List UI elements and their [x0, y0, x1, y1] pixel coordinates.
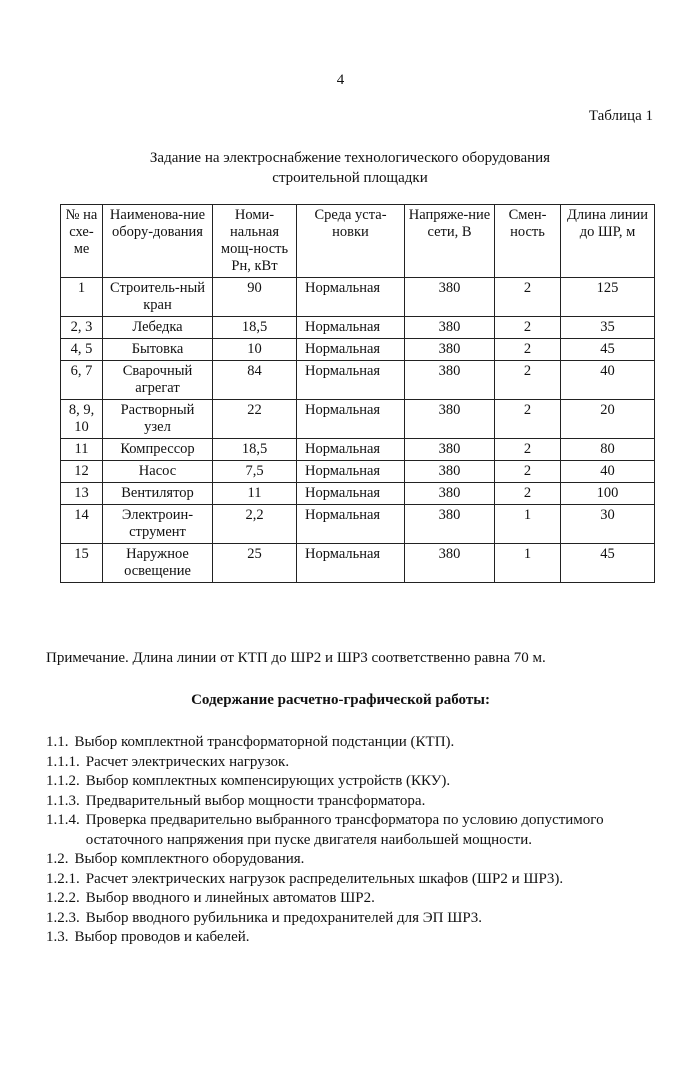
table-note: Примечание. Длина линии от КТП до ШР2 и ШР3 соответственно равна 70 м.	[46, 650, 546, 666]
contents-item-text: Проверка предварительно выбранного трансформатора по условию допустимого остаточного напряжения при пуске двигателя наибольшей мощности.	[85, 812, 604, 848]
cell-rated-power: 90	[213, 278, 297, 317]
cell-scheme-number: 13	[61, 483, 103, 505]
cell-line-length: 30	[561, 505, 655, 544]
cell-environment: Нормальная	[297, 317, 405, 339]
cell-equipment-name: Лебедка	[103, 317, 213, 339]
table-row	[61, 400, 655, 439]
table-row	[61, 505, 655, 544]
table-row	[61, 317, 655, 339]
contents-item-text: Выбор комплектных компенсирующих устройств (ККУ).	[85, 773, 451, 789]
cell-equipment-name: Компрессор	[103, 439, 213, 461]
cell-shifts: 1	[495, 544, 561, 583]
contents-item	[46, 850, 646, 870]
cell-shifts: 2	[495, 439, 561, 461]
cell-shifts: 2	[495, 400, 561, 439]
equipment-table	[60, 204, 655, 583]
contents-item	[46, 909, 646, 929]
cell-shifts: 2	[495, 339, 561, 361]
header-shifts: Смен-ность	[495, 205, 561, 278]
cell-rated-power: 18,5	[213, 317, 297, 339]
cell-rated-power: 11	[213, 483, 297, 505]
cell-voltage: 380	[405, 483, 495, 505]
contents-item-number: 1.1.4.	[46, 812, 80, 828]
cell-line-length: 45	[561, 339, 655, 361]
cell-line-length: 40	[561, 361, 655, 400]
contents-item	[46, 733, 646, 753]
cell-voltage: 380	[405, 439, 495, 461]
header-scheme-number: № на схе-ме	[61, 205, 103, 278]
cell-voltage: 380	[405, 339, 495, 361]
cell-line-length: 40	[561, 461, 655, 483]
contents-item	[46, 928, 646, 948]
header-environment: Среда уста-новки	[297, 205, 405, 278]
cell-line-length: 20	[561, 400, 655, 439]
cell-scheme-number: 2, 3	[61, 317, 103, 339]
cell-scheme-number: 1	[61, 278, 103, 317]
table-row	[61, 439, 655, 461]
cell-scheme-number: 15	[61, 544, 103, 583]
contents-item	[46, 889, 646, 909]
contents-item-number: 1.1.	[46, 734, 69, 750]
contents-item-text: Выбор комплектного оборудования.	[74, 851, 305, 867]
cell-environment: Нормальная	[297, 483, 405, 505]
cell-shifts: 2	[495, 317, 561, 339]
cell-equipment-name: Наружное освещение	[103, 544, 213, 583]
cell-rated-power: 7,5	[213, 461, 297, 483]
cell-environment: Нормальная	[297, 439, 405, 461]
cell-scheme-number: 4, 5	[61, 339, 103, 361]
contents-item-number: 1.3.	[46, 929, 69, 945]
cell-voltage: 380	[405, 400, 495, 439]
page-number: 4	[336, 72, 345, 88]
contents-item-number: 1.2.1.	[46, 870, 80, 887]
cell-environment: Нормальная	[297, 361, 405, 400]
contents-item-number: 1.1.1.	[46, 753, 80, 770]
contents-item-number: 1.1.3.	[46, 792, 80, 809]
contents-item	[46, 753, 646, 773]
cell-voltage: 380	[405, 461, 495, 483]
contents-item-text: Предварительный выбор мощности трансформатора.	[85, 792, 426, 809]
contents-title: Содержание расчетно-графической работы:	[191, 692, 490, 708]
table-row	[61, 278, 655, 317]
cell-scheme-number: 6, 7	[61, 361, 103, 400]
contents-item-text: Выбор комплектной трансформаторной подстанции (КТП).	[74, 734, 455, 750]
cell-rated-power: 22	[213, 400, 297, 439]
cell-equipment-name: Вентилятор	[103, 483, 213, 505]
contents-item-text: Выбор вводного и линейных автоматов ШР2.	[85, 890, 375, 906]
table-title-line-2: строительной площадки	[272, 170, 428, 186]
cell-voltage: 380	[405, 544, 495, 583]
table-row	[61, 339, 655, 361]
cell-shifts: 2	[495, 278, 561, 317]
cell-scheme-number: 12	[61, 461, 103, 483]
cell-environment: Нормальная	[297, 339, 405, 361]
table-row	[61, 544, 655, 583]
table-row	[61, 361, 655, 400]
contents-item	[46, 870, 646, 890]
contents-item-number: 1.2.	[46, 851, 69, 867]
contents-item-number: 1.2.2.	[46, 890, 80, 906]
cell-equipment-name: Растворный узел	[103, 400, 213, 439]
contents-item-text: Выбор вводного рубильника и предохранителей для ЭП ШР3.	[85, 909, 482, 926]
header-rated-power: Номи-нальная мощ-ность Pн, кВт	[213, 205, 297, 278]
cell-scheme-number: 14	[61, 505, 103, 544]
contents-item-number: 1.1.2.	[46, 773, 80, 789]
cell-equipment-name: Строитель-ный кран	[103, 278, 213, 317]
contents-list	[46, 733, 646, 948]
cell-voltage: 380	[405, 505, 495, 544]
cell-environment: Нормальная	[297, 544, 405, 583]
cell-line-length: 35	[561, 317, 655, 339]
cell-equipment-name: Сварочный агрегат	[103, 361, 213, 400]
table-header-row	[61, 205, 655, 278]
cell-shifts: 1	[495, 505, 561, 544]
cell-scheme-number: 11	[61, 439, 103, 461]
contents-item-text: Выбор проводов и кабелей.	[74, 929, 250, 945]
cell-environment: Нормальная	[297, 461, 405, 483]
cell-environment: Нормальная	[297, 400, 405, 439]
cell-voltage: 380	[405, 278, 495, 317]
cell-line-length: 80	[561, 439, 655, 461]
cell-equipment-name: Бытовка	[103, 339, 213, 361]
table-row	[61, 461, 655, 483]
cell-shifts: 2	[495, 361, 561, 400]
table-label: Таблица 1	[588, 108, 653, 124]
cell-rated-power: 84	[213, 361, 297, 400]
cell-voltage: 380	[405, 317, 495, 339]
cell-rated-power: 18,5	[213, 439, 297, 461]
cell-line-length: 100	[561, 483, 655, 505]
contents-item-number: 1.2.3.	[46, 909, 80, 926]
cell-environment: Нормальная	[297, 278, 405, 317]
cell-environment: Нормальная	[297, 505, 405, 544]
cell-shifts: 2	[495, 483, 561, 505]
table-title	[60, 148, 640, 188]
cell-equipment-name: Электроин-струмент	[103, 505, 213, 544]
contents-item-text: Расчет электрических нагрузок распределительных шкафов (ШР2 и ШР3).	[85, 870, 564, 887]
cell-equipment-name: Насос	[103, 461, 213, 483]
cell-shifts: 2	[495, 461, 561, 483]
cell-scheme-number: 8, 9, 10	[61, 400, 103, 439]
cell-line-length: 125	[561, 278, 655, 317]
header-equipment-name: Наименова-ние обору-дования	[103, 205, 213, 278]
contents-item-text: Расчет электрических нагрузок.	[85, 753, 290, 770]
cell-rated-power: 10	[213, 339, 297, 361]
cell-line-length: 45	[561, 544, 655, 583]
header-voltage: Напряже-ние сети, В	[405, 205, 495, 278]
cell-rated-power: 25	[213, 544, 297, 583]
table-title-line-1: Задание на электроснабжение технологического оборудования	[149, 150, 551, 166]
contents-item	[46, 792, 646, 812]
contents-item	[46, 772, 646, 792]
cell-rated-power: 2,2	[213, 505, 297, 544]
cell-voltage: 380	[405, 361, 495, 400]
table-body	[61, 278, 655, 583]
header-line-length: Длина линии до ШР, м	[561, 205, 655, 278]
table-row	[61, 483, 655, 505]
contents-item	[46, 811, 646, 850]
